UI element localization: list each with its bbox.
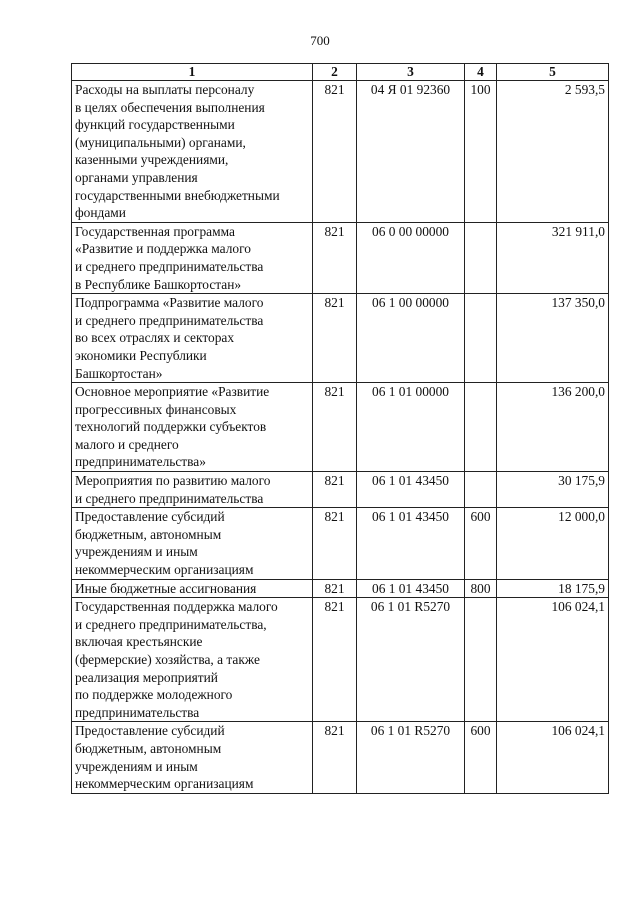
row-name-line: казенными учреждениями,: [75, 152, 229, 168]
row-name-line: прогрессивных финансовых: [75, 401, 237, 417]
row-code-cell: 821: [313, 722, 357, 793]
row-name-line: предпринимательства»: [75, 454, 206, 470]
row-name-line: экономики Республики: [75, 347, 207, 363]
row-name-cell: [72, 383, 313, 472]
row-name-line: Предоставление субсидий: [75, 509, 225, 525]
row-name-line: технологий поддержки субъектов: [75, 419, 267, 435]
row-name-line: государственными внебюджетными: [75, 187, 280, 203]
row-name-line: и среднего предпринимательства: [75, 490, 264, 506]
row-vr-cell: 600: [465, 508, 497, 579]
row-amount-cell: 30 175,9: [497, 472, 609, 508]
budget-table: [71, 63, 609, 794]
row-code-cell: 821: [313, 222, 357, 293]
row-amount-cell: 18 175,9: [497, 579, 609, 598]
row-vr-cell: [465, 222, 497, 293]
row-name-cell: [72, 579, 313, 598]
table-row: [72, 222, 609, 293]
row-name-line: Государственная поддержка малого: [75, 599, 278, 615]
row-csr-cell: 06 1 01 00000: [357, 383, 465, 472]
row-vr-cell: [465, 598, 497, 722]
row-name-line: (фермерские) хозяйства, а также: [75, 652, 260, 667]
row-name-cell: [72, 508, 313, 579]
row-csr-cell: 04 Я 01 92360: [357, 81, 465, 223]
row-name-line: малого и среднего: [75, 436, 179, 452]
row-name-line: в Республике Башкортостан»: [75, 276, 242, 292]
row-csr-cell: 06 1 01 R5270: [357, 722, 465, 793]
row-code-cell: 821: [313, 579, 357, 598]
row-name-line: и среднего предпринимательства: [75, 312, 264, 328]
row-name-line: по поддержке молодежного: [75, 687, 233, 703]
row-csr-cell: 06 1 00 00000: [357, 294, 465, 383]
header-cell-name: 1: [72, 64, 313, 81]
row-name-line: некоммерческим организациям: [75, 776, 254, 792]
row-csr-cell: 06 1 01 R5270: [357, 598, 465, 722]
row-code-cell: 821: [313, 508, 357, 579]
table-row: [72, 598, 609, 722]
row-amount-cell: 106 024,1: [497, 598, 609, 722]
budget-table-body: [72, 81, 609, 794]
row-name-line: функций государственными: [75, 117, 235, 133]
row-code-cell: 821: [313, 598, 357, 722]
row-name-line: фондами: [75, 205, 126, 221]
table-row: [72, 383, 609, 472]
row-name-line: и среднего предпринимательства,: [75, 616, 267, 632]
row-name-line: реализация мероприятий: [75, 669, 218, 685]
row-name-line: включая крестьянские: [75, 634, 203, 650]
header-cell-code: 2: [313, 64, 357, 81]
row-vr-cell: 800: [465, 579, 497, 598]
row-name-line: органами управления: [75, 169, 198, 185]
row-name-line: учреждениям и иным: [75, 758, 198, 774]
table-row: [72, 81, 609, 223]
row-code-cell: 821: [313, 294, 357, 383]
row-vr-cell: [465, 294, 497, 383]
header-cell-amount: 5: [497, 64, 609, 81]
header-cell-csr: 3: [357, 64, 465, 81]
row-name-line: в целях обеспечения выполнения: [75, 99, 265, 115]
row-amount-cell: 321 911,0: [497, 222, 609, 293]
row-vr-cell: 600: [465, 722, 497, 793]
header-cell-vr: 4: [465, 64, 497, 81]
row-amount-cell: 2 593,5: [497, 81, 609, 223]
row-name-line: во всех отраслях и секторах: [75, 330, 235, 346]
row-vr-cell: [465, 472, 497, 508]
page-number: 700: [310, 33, 330, 48]
row-amount-cell: 137 350,0: [497, 294, 609, 383]
row-amount-cell: 136 200,0: [497, 383, 609, 472]
row-name-line: бюджетным, автономным: [75, 740, 222, 756]
row-name-cell: [72, 598, 313, 722]
row-name-cell: [72, 294, 313, 383]
row-vr-cell: [465, 383, 497, 472]
row-name-line: Государственная программа: [75, 223, 235, 239]
table-row: [72, 722, 609, 793]
row-name-line: Предоставление субсидий: [75, 723, 225, 739]
row-name-line: предпринимательства: [75, 704, 200, 720]
row-name-cell: [72, 81, 313, 223]
table-row: [72, 294, 609, 383]
row-name-cell: [72, 472, 313, 508]
row-name-line: «Развитие и поддержка малого: [75, 241, 251, 257]
row-name-line: учреждениям и иным: [75, 544, 198, 560]
row-code-cell: 821: [313, 472, 357, 508]
row-csr-cell: 06 1 01 43450: [357, 472, 465, 508]
row-name-line: Башкортостан»: [75, 365, 163, 381]
row-csr-cell: 06 1 01 43450: [357, 579, 465, 598]
header-row: [72, 64, 609, 81]
row-amount-cell: 12 000,0: [497, 508, 609, 579]
row-csr-cell: 06 0 00 00000: [357, 222, 465, 293]
row-name-line: и среднего предпринимательства: [75, 258, 264, 274]
table-row: [72, 472, 609, 508]
row-name-line: Расходы на выплаты персоналу: [75, 82, 255, 97]
table-row: [72, 508, 609, 579]
row-vr-cell: 100: [465, 81, 497, 223]
row-csr-cell: 06 1 01 43450: [357, 508, 465, 579]
row-name-line: Мероприятия по развитию малого: [75, 473, 271, 489]
row-name-line: (муниципальными) органами,: [75, 134, 246, 150]
row-code-cell: 821: [313, 383, 357, 472]
row-name-cell: [72, 722, 313, 793]
row-name-cell: [72, 222, 313, 293]
table-row: [72, 579, 609, 598]
row-amount-cell: 106 024,1: [497, 722, 609, 793]
row-code-cell: 821: [313, 81, 357, 223]
row-name-line: Основное мероприятие «Развитие: [75, 384, 270, 400]
row-name-line: бюджетным, автономным: [75, 526, 222, 542]
row-name-line: Подпрограмма «Развитие малого: [75, 295, 264, 311]
row-name-line: некоммерческим организациям: [75, 562, 254, 578]
row-name-line: Иные бюджетные ассигнования: [75, 580, 257, 596]
